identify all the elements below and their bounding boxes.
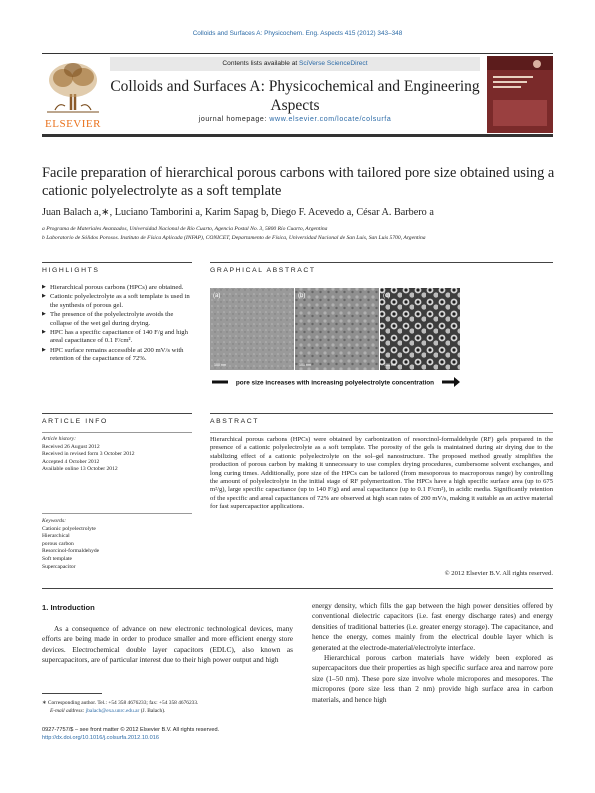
arrow-head-icon <box>454 377 460 387</box>
micrograph-a <box>210 288 294 370</box>
highlight-item: ▶ Hierarchical porous carbons (HPCs) are obtained. <box>42 284 194 292</box>
affiliations <box>42 225 562 242</box>
contents-line <box>110 60 480 67</box>
history-item: Received 26 August 2012 <box>42 443 100 450</box>
keyword-item: Supercapacitor <box>42 563 76 570</box>
highlights-rule <box>42 262 192 263</box>
elsevier-wordmark: ELSEVIER <box>45 118 101 130</box>
article-title: Facile preparation of hierarchical porous carbons with tailored pore size obtained using a cationic polyelectrolyte as a soft template <box>42 165 555 199</box>
body-paragraph: energy density, which fills the gap between the high power densities offered by conventional dielectric capacitors (i.e. fast energy discharge rates) and energy densities of traditional batteries (i.e. greater energy storage). The capacitance, and hence the energy, comes mainly from the electrical double layer which is generated at the electrode-material/electrolyte interface. <box>312 601 553 652</box>
homepage-url[interactable]: www.elsevier.com/locate/colsurfa <box>269 116 392 123</box>
author-list[interactable]: Juan Balach a,∗, Luciano Tamborini a, Karim Sapag b, Diego F. Acevedo a, César A. Barbero a <box>42 207 434 218</box>
email-label: E-mail address: <box>50 708 86 715</box>
email-link[interactable]: jbalach@exa.unrc.edu.ar <box>85 708 140 715</box>
highlights-list <box>42 284 194 365</box>
history-item: Received in revised form 3 October 2012 <box>42 451 135 458</box>
highlight-item: ▶ Cationic polyelectrolyte as a soft template is used in the synthesis of porous gel. <box>42 293 194 310</box>
contents-prefix: Contents lists available at <box>222 60 300 67</box>
article-info-heading: ARTICLE INFO <box>42 418 108 425</box>
body-rule <box>42 588 553 589</box>
keyword-item: Soft template <box>42 555 72 562</box>
panel-label-c: (c) <box>383 293 390 299</box>
top-rule <box>42 53 553 54</box>
homepage-label: journal homepage: <box>198 116 270 123</box>
journal-reference[interactable]: Colloids and Surfaces A: Physicochem. Eng. Aspects 415 (2012) 343–348 <box>192 30 403 37</box>
micrograph-b <box>295 288 379 370</box>
keyword-item: porous carbon <box>42 540 74 547</box>
copyright: © 2012 Elsevier B.V. All rights reserved. <box>444 570 553 577</box>
highlight-item: ▶ HPC has a specific capacitance of 140 F/g and high areal capacitance of 0.1 F/cm². <box>42 329 194 346</box>
abstract-rule <box>210 413 553 414</box>
scale-label-c: 100 nm <box>384 363 396 367</box>
homepage-line <box>110 116 480 123</box>
journal-cover-thumbnail[interactable] <box>487 56 553 133</box>
keyword-item: Cationic polyelectrolyte <box>42 525 96 532</box>
arrow-caption: pore size increases with increasing polyelectrolyte concentration <box>235 379 435 387</box>
panel-label-b: (b) <box>298 293 306 299</box>
graphical-abstract-rule <box>210 262 553 263</box>
history-rule <box>42 432 192 433</box>
graphical-abstract-heading: GRAPHICAL ABSTRACT <box>210 267 316 274</box>
history-label: Article history: <box>42 436 77 442</box>
history-item: Available online 13 October 2012 <box>42 466 118 473</box>
abstract-inner-rule <box>210 432 553 433</box>
highlight-item: ▶ HPC surface remains accessible at 200 mV/s with retention of the capacitance of 72%. <box>42 347 194 364</box>
keyword-item: Resorcinol-formaldehyde <box>42 548 100 555</box>
footnote-rule <box>42 693 102 694</box>
body-paragraph: Hierarchical porous carbon materials have widely been explored as supercapacitors due their properties as high specific surface area and narrow pore size (1–50 nm). These pore size involve whole micropores and mesopores. The micropores (pore size less than 2 nm) provide high surface area in carbon materials, and hence high <box>312 653 553 704</box>
footnote <box>42 699 302 715</box>
history-item: Accepted 4 October 2012 <box>42 458 100 465</box>
cover-image <box>487 56 553 133</box>
affiliation-b: b Laboratorio de Sólidos Porosos. Instituto de Física Aplicada (INFAP), CONICET, Departamento de Física, Universidad Nacional de San Luis, San Luis 5700, Argentina <box>42 234 426 241</box>
issn-block <box>42 726 342 742</box>
email-suffix: (J. Balach). <box>139 708 166 715</box>
scale-label-a: 100 nm <box>214 363 226 367</box>
abstract-text: Hierarchical porous carbons (HPCs) were obtained by carbonization of resorcinol-formaldehyde (RF) gels prepared in the presence of a cationic polyelectrolyte as a soft template. The porosity of the gels is maintained during air drying due to the stabilizing effect of a cationic polyelectrolyte on the sol–gel nanostructure. The proposed method greatly simplifies the production of porous carbon by making it unnecessary to use complex drying procedures, cumbersome solvent exchanges, and long curing times. Additionally, pore size of the HPCs can be tailored (from mesoporous to macroporous range) by controlling the amount of polyelectrolyte in the initial stage of RF polymerization. The HPCs have a high specific surface area (up to 675 m²/g), large specific capacitance (up to 140 F/g) and areal capacitance (up to 0.1 F/cm²), in acidic media. Significantly retention of the specific and areal capacitances of 72% are observed at high scan rates of 200 mV/s, making it suitable as an active material for fast supercapacitor applications. <box>210 436 553 511</box>
body-column-left: As a consequence of advance on new electronic technological devices, many efforts are being made in order to produce smaller and more efficient energy store devices. Electrochemical double layer capacitors (EDLC), also known as supercapacitors, are of particular interest due to their high power output and high <box>42 624 293 665</box>
graphical-abstract-figure[interactable] <box>210 286 460 394</box>
issn-line: 0927-7757/$ – see front matter © 2012 Elsevier B.V. All rights reserved. <box>42 727 220 733</box>
panel-label-a: (a) <box>213 293 221 299</box>
affiliation-a: a Programa de Materiales Avanzados, Universidad Nacional de Río Cuarto, Agencia Postal No. 3, 5800 Río Cuarto, Argentina <box>42 226 328 232</box>
abstract-heading: ABSTRACT <box>210 418 260 425</box>
body-column-right <box>312 601 553 705</box>
masthead-rule <box>42 134 553 137</box>
keywords-label: Keywords: <box>42 518 67 524</box>
micrograph-c <box>380 288 460 370</box>
doi-link[interactable]: http://dx.doi.org/10.1016/j.colsurfa.2012.10.016 <box>42 735 159 741</box>
sciencedirect-link[interactable]: SciVerse ScienceDirect <box>299 60 368 67</box>
article-history <box>42 436 194 474</box>
highlights-heading: HIGHLIGHTS <box>42 267 100 274</box>
scale-label-b: 100 nm <box>299 363 311 367</box>
corresponding-author-note: ∗ Corresponding author. Tel.: +54 358 4676233; fax: +54 358 4676233. <box>42 700 199 706</box>
keyword-item: Hierarchical <box>42 533 70 540</box>
highlight-item: ▶ The presence of the polyelectrolyte avoids the collapse of the wet gel during drying. <box>42 311 194 328</box>
sem-micrographs <box>210 286 460 394</box>
journal-title: Colloids and Surfaces A: Physicochemical and Engineering Aspects <box>110 78 480 114</box>
article-info-rule <box>42 413 192 414</box>
section-heading: 1. Introduction <box>42 603 95 612</box>
keywords <box>42 518 194 571</box>
keywords-rule <box>42 513 192 514</box>
